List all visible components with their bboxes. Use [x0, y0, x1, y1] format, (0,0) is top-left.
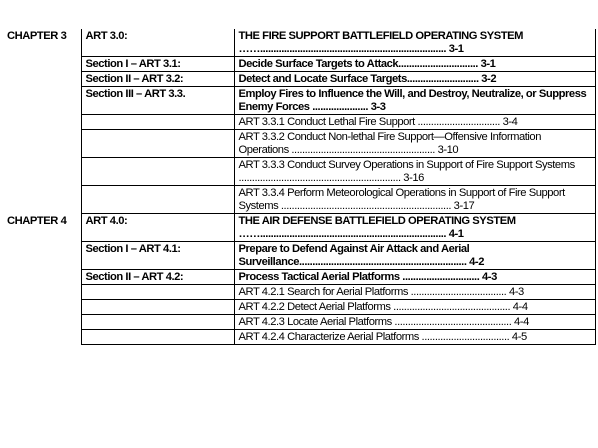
section-label: [81, 115, 234, 130]
section-entry: Detect and Locate Surface Targets........................... 3-2: [234, 72, 595, 87]
toc-entry-row: [1, 186, 595, 214]
chapter-title-cell: [234, 29, 595, 57]
section-entry: Employ Fires to Influence the Will, and Destroy, Neutralize, or Suppress Enemy Forces ..................... 3-3: [234, 87, 595, 115]
section-label: [81, 130, 234, 158]
section-label: [81, 300, 234, 315]
section-label: [81, 285, 234, 300]
section-label: [81, 315, 234, 330]
section-label: Section I – ART 3.1:: [81, 57, 234, 72]
table-of-contents: [1, 29, 596, 345]
section-entry: Decide Surface Targets to Attack.............................. 3-1: [234, 57, 595, 72]
toc-entry-row: [1, 130, 595, 158]
chapter-label: CHAPTER 4: [1, 214, 81, 345]
toc-chapter-row: [1, 214, 595, 242]
toc-body: [1, 29, 595, 345]
section-label: [81, 158, 234, 186]
toc-entry-row: [1, 72, 595, 87]
subsection-entry: ART 4.2.1 Search for Aerial Platforms .................................... 4-3: [234, 285, 595, 300]
toc-entry-row: [1, 270, 595, 285]
chapter-title-leader: ……...................................................................... 4-1: [238, 228, 464, 240]
section-label: Section II – ART 4.2:: [81, 270, 234, 285]
section-entry: Process Tactical Aerial Platforms ............................. 4-3: [234, 270, 595, 285]
chapter-art: ART 4.0:: [81, 214, 234, 242]
chapter-art: ART 3.0:: [81, 29, 234, 57]
toc-entry-row: [1, 115, 595, 130]
toc-entry-row: [1, 330, 595, 345]
section-label: [81, 330, 234, 345]
subsection-entry: ART 4.2.4 Characterize Aerial Platforms ................................. 4-5: [234, 330, 595, 345]
chapter-title-cell: [234, 214, 595, 242]
toc-entry-row: [1, 87, 595, 115]
subsection-entry: ART 3.3.2 Conduct Non-lethal Fire Support—Offensive Information Operations ...................................................... 3-10: [234, 130, 595, 158]
toc-entry-row: [1, 300, 595, 315]
toc-chapter-row: [1, 29, 595, 57]
toc-entry-row: [1, 315, 595, 330]
toc-entry-row: [1, 158, 595, 186]
subsection-entry: ART 3.3.1 Conduct Lethal Fire Support ............................... 3-4: [234, 115, 595, 130]
section-label: Section I – ART 4.1:: [81, 242, 234, 270]
section-label: Section III – ART 3.3.: [81, 87, 234, 115]
section-label: [81, 186, 234, 214]
subsection-entry: ART 3.3.3 Conduct Survey Operations in Support of Fire Support Systems ............................................................. 3-16: [234, 158, 595, 186]
toc-entry-row: [1, 57, 595, 72]
chapter-title-leader: ……...................................................................... 3-1: [238, 43, 464, 55]
chapter-label: CHAPTER 3: [1, 29, 81, 214]
toc-entry-row: [1, 285, 595, 300]
section-entry: Prepare to Defend Against Air Attack and Aerial Surveillance............................................................... 4-2: [234, 242, 595, 270]
subsection-entry: ART 3.3.4 Perform Meteorological Operations in Support of Fire Support Systems ................................................................ 3-17: [234, 186, 595, 214]
chapter-title: THE FIRE SUPPORT BATTLEFIELD OPERATING SYSTEM: [238, 30, 524, 42]
chapter-title: THE AIR DEFENSE BATTLEFIELD OPERATING SYSTEM: [238, 215, 516, 227]
toc-entry-row: [1, 242, 595, 270]
subsection-entry: ART 4.2.3 Locate Aerial Platforms ............................................ 4-4: [234, 315, 595, 330]
section-label: Section II – ART 3.2:: [81, 72, 234, 87]
subsection-entry: ART 4.2.2 Detect Aerial Platforms ............................................ 4-4: [234, 300, 595, 315]
